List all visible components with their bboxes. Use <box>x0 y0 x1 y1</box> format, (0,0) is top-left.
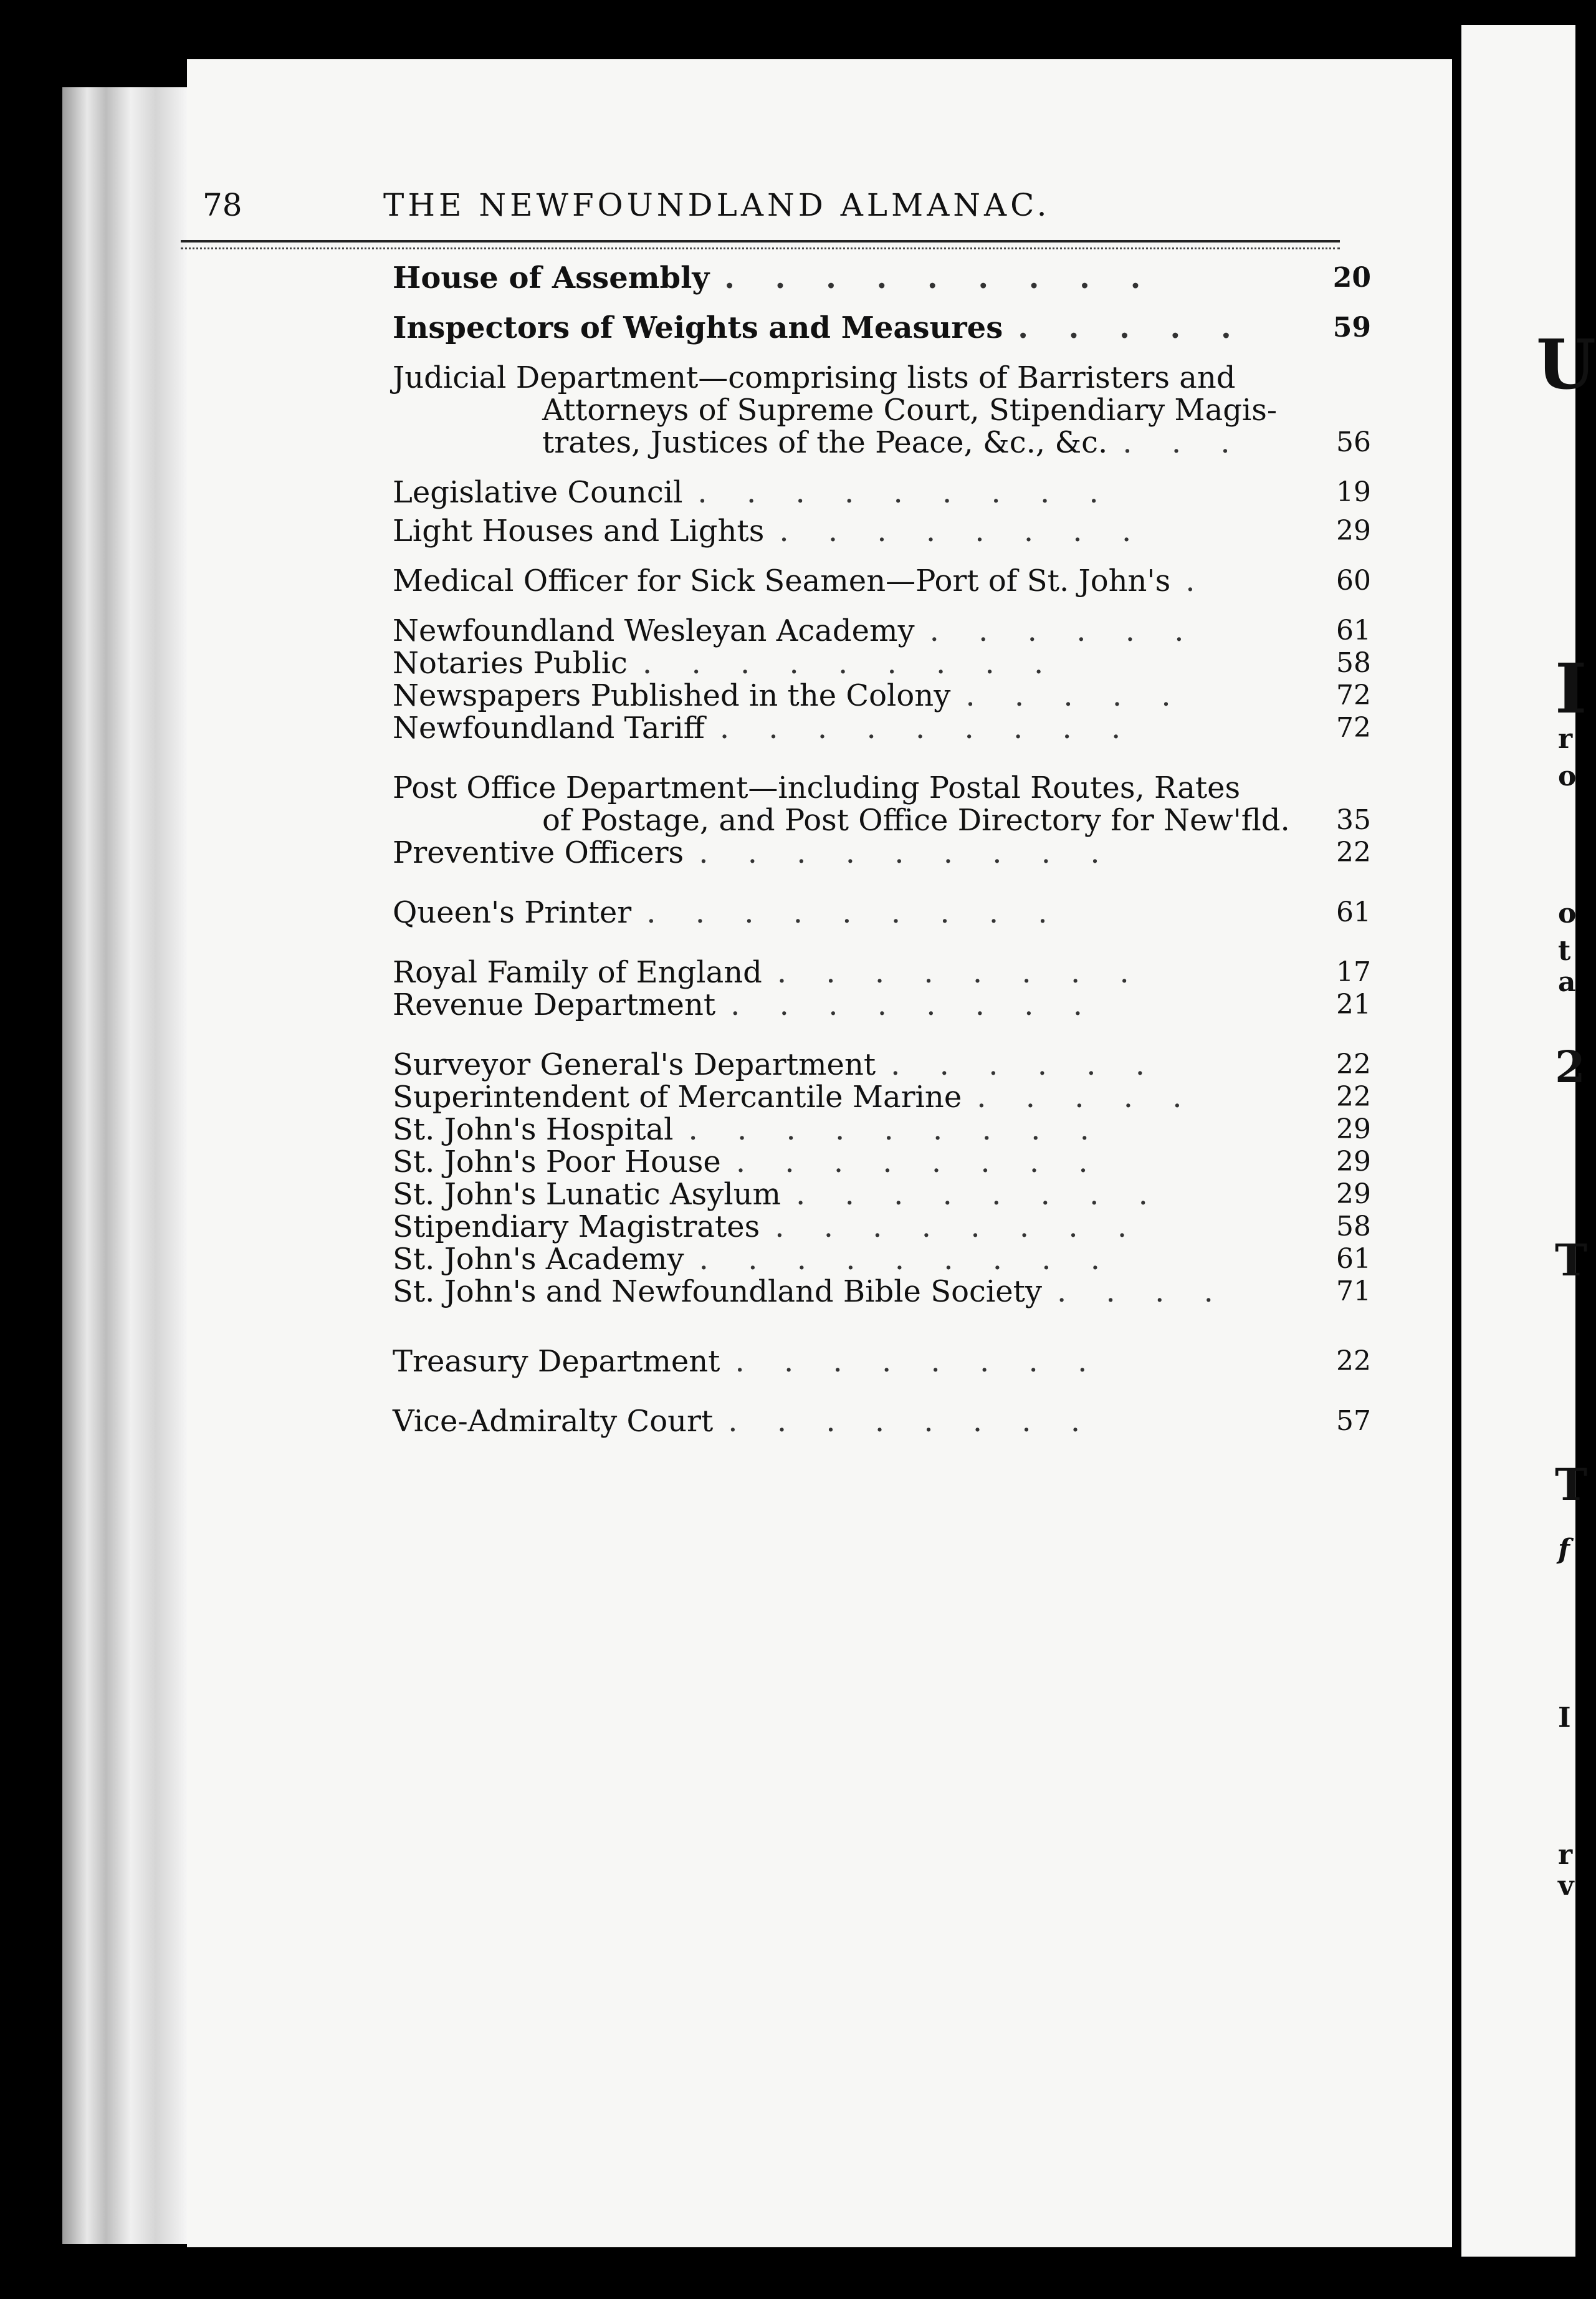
entry-page: 22 <box>1336 1049 1371 1080</box>
header-rule-dotted <box>181 247 1340 249</box>
dot-leader: . . . . . . . . . <box>697 475 1114 510</box>
entry-page: 17 <box>1336 956 1371 988</box>
facing-page-letter: I <box>1555 648 1587 729</box>
entry-label: Light Houses and Lights <box>393 514 765 549</box>
entry-page: 59 <box>1332 312 1371 343</box>
dot-leader: . . . . . . . . . <box>699 1242 1116 1277</box>
dot-leader: . . . . . . . . . <box>724 261 1156 295</box>
index-entry <box>393 989 1371 1021</box>
entry-page: 29 <box>1336 1113 1371 1145</box>
facing-page-letter: 2 <box>1555 1041 1585 1093</box>
entry-page: 56 <box>1336 426 1371 458</box>
entry-page: 35 <box>1336 804 1371 836</box>
facing-page-letter: a <box>1558 966 1576 998</box>
entry-page: 60 <box>1336 565 1371 597</box>
facing-page-letter: o <box>1558 761 1577 792</box>
index-list <box>393 262 1371 1437</box>
dot-leader: . . . . . . . . <box>779 514 1147 549</box>
page-header <box>203 187 1355 237</box>
dot-leader: . . . . . . . . . <box>719 711 1136 746</box>
index-entry <box>393 1345 1371 1378</box>
page-edge-stack <box>62 87 199 2244</box>
dot-leader: . . . . . . . . . <box>642 646 1059 681</box>
dot-leader: . . . . . . . . <box>735 1344 1102 1379</box>
index-entry <box>393 772 1371 837</box>
entry-label: Judicial Department—comprising lists of Barristers and <box>393 360 1236 395</box>
entry-page: 22 <box>1336 1345 1371 1377</box>
facing-page-letter: r <box>1558 723 1573 755</box>
index-entry <box>393 1211 1371 1243</box>
dot-leader: . . . . . . . . <box>796 1177 1163 1212</box>
entry-label: St. John's Hospital <box>393 1112 674 1147</box>
entry-page: 29 <box>1336 515 1371 547</box>
index-entry <box>393 515 1371 547</box>
entry-page: 29 <box>1336 1178 1371 1210</box>
entry-label: Stipendiary Magistrates <box>393 1209 760 1244</box>
entry-continuation: of Postage, and Post Office Directory for New'fld. <box>542 803 1290 838</box>
entry-page: 61 <box>1336 1243 1371 1275</box>
dot-leader: . . . . . . . . <box>728 1404 1096 1439</box>
entry-page: 71 <box>1336 1275 1371 1307</box>
dot-leader: . . . . . . . . <box>776 955 1144 990</box>
index-entry <box>393 615 1371 647</box>
index-entry <box>393 1178 1371 1211</box>
index-entry <box>393 679 1371 712</box>
index-entry <box>393 565 1371 597</box>
index-entry <box>393 362 1371 459</box>
entry-page: 22 <box>1336 1081 1371 1113</box>
index-entry <box>393 312 1371 344</box>
dot-leader: . . . . . . . . <box>730 987 1098 1022</box>
entry-continuation: Attorneys of Supreme Court, Stipendiary Magis- <box>542 393 1278 428</box>
entry-page: 21 <box>1336 989 1371 1020</box>
index-entry <box>393 712 1371 744</box>
dot-leader: . . . . . . . . . <box>699 835 1115 870</box>
index-entry <box>393 1049 1371 1081</box>
entry-label: Royal Family of England <box>393 955 762 990</box>
dot-leader: . . . . . <box>1018 310 1246 345</box>
index-entry <box>393 1405 1371 1437</box>
index-entry <box>393 896 1371 929</box>
index-entry <box>393 476 1371 509</box>
entry-label: Medical Officer for Sick Seamen—Port of St. John's <box>393 564 1171 598</box>
entry-label: House of Assembly <box>393 261 710 295</box>
entry-page: 20 <box>1332 262 1371 294</box>
dot-leader: . <box>1185 564 1210 598</box>
index-entry <box>393 1146 1371 1178</box>
dot-leader: . . . . . . . . <box>735 1145 1103 1179</box>
facing-page-letter: o <box>1558 898 1577 929</box>
dot-leader: . . . . . . . . . <box>646 895 1063 930</box>
dot-leader: . . . . . <box>977 1080 1197 1115</box>
entry-page: 61 <box>1336 615 1371 646</box>
facing-page-edge <box>1461 25 1596 2257</box>
facing-page-letter: f <box>1558 1533 1570 1565</box>
entry-label: Inspectors of Weights and Measures <box>393 310 1003 345</box>
facing-page-letter: r <box>1558 1839 1573 1871</box>
facing-page-letter: v <box>1558 1870 1574 1902</box>
dot-leader: . . . <box>1122 425 1245 460</box>
entry-page: 72 <box>1336 712 1371 744</box>
entry-label: Treasury Department <box>393 1344 720 1379</box>
dot-leader: . . . . <box>1057 1274 1228 1309</box>
entry-label: St. John's Poor House <box>393 1145 721 1179</box>
dot-leader: . . . . . . . . . <box>688 1112 1104 1147</box>
dot-leader: . . . . . <box>965 678 1186 713</box>
index-entry <box>393 1275 1371 1308</box>
entry-label: Notaries Public <box>393 646 628 681</box>
entry-label: Vice-Admiralty Court <box>393 1404 714 1439</box>
index-entry <box>393 1081 1371 1113</box>
header-rule <box>181 240 1340 242</box>
entry-label: St. John's Academy <box>393 1242 684 1277</box>
entry-label: Post Office Department—including Postal Routes, Rates <box>393 770 1241 805</box>
entry-label: Newfoundland Tariff <box>393 711 705 746</box>
index-entry <box>393 262 1371 294</box>
dot-leader: . . . . . . <box>891 1047 1160 1082</box>
entry-page: 72 <box>1336 679 1371 711</box>
facing-page-letter: t <box>1558 935 1571 967</box>
facing-page-letter: I <box>1558 1702 1571 1734</box>
page-number: 78 <box>203 187 242 223</box>
index-entry <box>393 1113 1371 1146</box>
entry-label: St. John's and Newfoundland Bible Society <box>393 1274 1043 1309</box>
dot-leader: . . . . . . <box>929 613 1199 648</box>
facing-page-letter: T <box>1555 1459 1588 1510</box>
entry-label: Superintendent of Mercantile Marine <box>393 1080 962 1115</box>
entry-continuation: trates, Justices of the Peace, &c., &c. <box>542 425 1108 460</box>
index-entry <box>393 647 1371 679</box>
entry-label: Queen's Printer <box>393 895 632 930</box>
entry-page: 58 <box>1336 1211 1371 1242</box>
index-entry <box>393 956 1371 989</box>
running-title: THE NEWFOUNDLAND ALMANAC. <box>383 187 1051 223</box>
entry-label: Legislative Council <box>393 475 683 510</box>
facing-page-letter: T <box>1555 1234 1588 1286</box>
entry-page: 61 <box>1336 896 1371 928</box>
index-entry <box>393 837 1371 869</box>
entry-label: Newfoundland Wesleyan Academy <box>393 613 915 648</box>
entry-label: Surveyor General's Department <box>393 1047 876 1082</box>
entry-page: 22 <box>1336 837 1371 868</box>
index-entry <box>393 1243 1371 1275</box>
entry-label: Revenue Department <box>393 987 716 1022</box>
entry-label: St. John's Lunatic Asylum <box>393 1177 781 1212</box>
book-gutter <box>1452 0 1461 2299</box>
entry-label: Newspapers Published in the Colony <box>393 678 951 713</box>
entry-label: Preventive Officers <box>393 835 684 870</box>
dot-leader: . . . . . . . . <box>775 1209 1142 1244</box>
facing-page-letter: U <box>1536 324 1596 405</box>
entry-page: 58 <box>1336 647 1371 679</box>
entry-page: 29 <box>1336 1146 1371 1178</box>
entry-page: 57 <box>1336 1405 1371 1437</box>
entry-page: 19 <box>1336 476 1371 508</box>
